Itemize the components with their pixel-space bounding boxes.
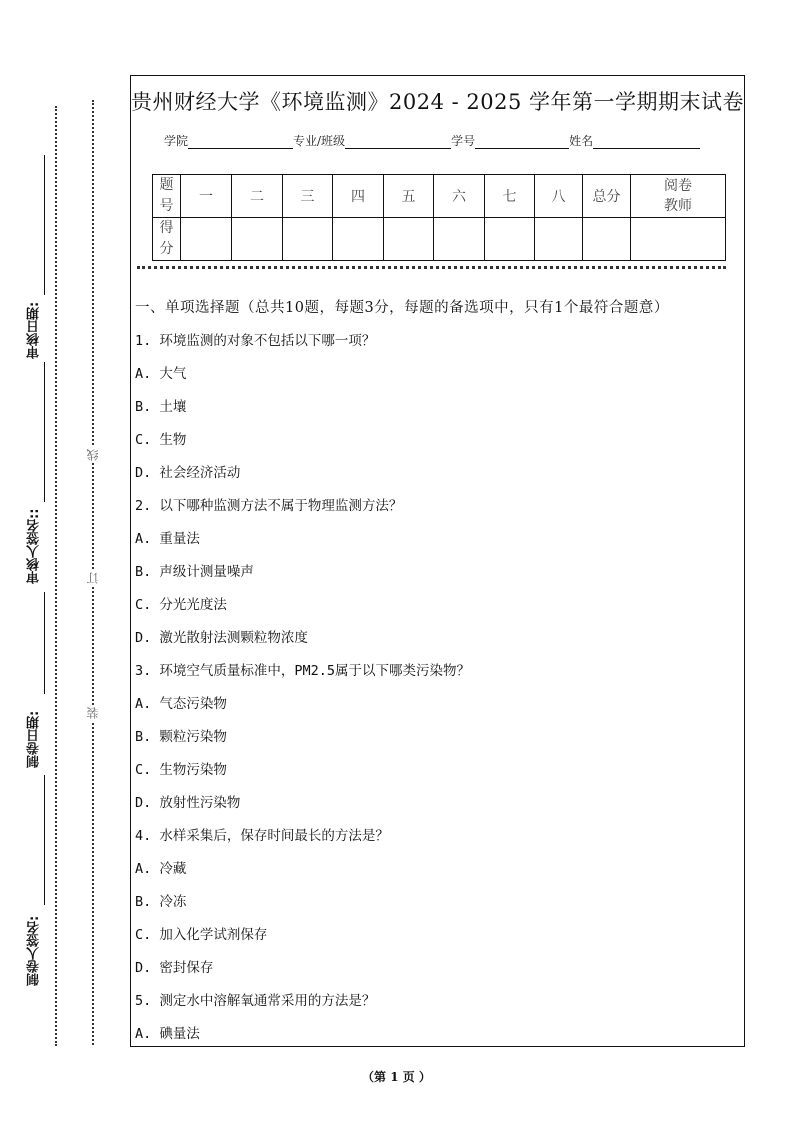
col-header-4: 四 (333, 175, 384, 218)
section-heading: 一、单项选择题（总共10题，每题3分，每题的备选项中，只有1个最符合题意） (135, 300, 669, 316)
reviewer-signature-label: 审核人签名:: (27, 508, 42, 584)
option: A. 重量法 (135, 531, 200, 547)
college-field[interactable] (188, 134, 293, 149)
col-header-total: 总分 (583, 175, 631, 218)
option: D. 密封保存 (135, 960, 214, 976)
exam-page-frame (130, 75, 745, 1047)
name-label: 姓名 (569, 134, 594, 148)
score-cell-6[interactable] (434, 218, 485, 261)
paper-date-label: 制卷日期: (27, 710, 42, 768)
major-class-field[interactable] (345, 134, 451, 149)
cut-mark-bind: 订 (86, 572, 100, 584)
question-stem: 4. 水样采集后，保存时间最长的方法是？ (135, 828, 389, 844)
student-id-label: 学号 (451, 134, 476, 148)
option: A. 气态污染物 (135, 696, 227, 712)
option: B. 土壤 (135, 399, 187, 415)
score-table-header-row (153, 175, 726, 218)
score-table-score-row (153, 218, 726, 261)
score-cell-5[interactable] (384, 218, 434, 261)
option: C. 生物污染物 (135, 762, 227, 778)
col-header-2: 二 (232, 175, 283, 218)
score-cell-7[interactable] (485, 218, 535, 261)
student-id-field[interactable] (475, 134, 569, 149)
score-cell-total[interactable] (583, 218, 631, 261)
score-cell-8[interactable] (535, 218, 583, 261)
cut-mark-line: 线 (86, 449, 100, 461)
score-table (152, 174, 726, 261)
college-label: 学院 (164, 134, 189, 148)
paper-date-line (44, 775, 45, 905)
question-stem: 2. 以下哪种监测方法不属于物理监测方法？ (135, 498, 403, 514)
grader-cell[interactable] (631, 218, 726, 261)
binding-margin (0, 0, 130, 1122)
name-field[interactable] (593, 134, 700, 149)
grader-header: 阅卷 教师 (631, 175, 726, 218)
option: C. 加入化学试剂保存 (135, 927, 268, 943)
option: B. 声级计测量噪声 (135, 564, 254, 580)
option: A. 碘量法 (135, 1026, 200, 1042)
col-header-7: 七 (485, 175, 535, 218)
option: D. 放射性污染物 (135, 795, 241, 811)
col-header-8: 八 (535, 175, 583, 218)
question-stem: 3. 环境空气质量标准中，PM2.5属于以下哪类污染物？ (135, 663, 471, 679)
question-stem: 1. 环境监测的对象不包括以下哪一项？ (135, 333, 376, 349)
page-number: （第 1 页 ） (362, 1070, 431, 1084)
exam-title: 贵州财经大学《环境监测》2024 - 2025 学年第一学期期末试卷 (131, 90, 745, 114)
binding-dotted-line-inner (55, 106, 57, 1046)
reviewer-signature-line-lower (44, 592, 45, 694)
score-cell-1[interactable] (181, 218, 232, 261)
score-cell-4[interactable] (333, 218, 384, 261)
question-stem: 5. 测定水中溶解氧通常采用的方法是？ (135, 993, 376, 1009)
review-date-label: 审核日期: (27, 301, 42, 359)
option: D. 激光散射法测颗粒物浓度 (135, 630, 308, 646)
col-header-1: 一 (181, 175, 232, 218)
option: A. 冷藏 (135, 861, 187, 877)
score-cell-2[interactable] (232, 218, 283, 261)
review-date-line (44, 155, 45, 295)
option: C. 生物 (135, 432, 187, 448)
student-info-row (164, 132, 700, 149)
major-class-label: 专业/班级 (293, 134, 346, 148)
score-cell-3[interactable] (283, 218, 333, 261)
exam-content (135, 292, 734, 1051)
preparer-signature-label: 制卷人签名: (27, 915, 42, 987)
score-row-header: 得 分 (153, 218, 181, 261)
col-header-5: 五 (384, 175, 434, 218)
option: D. 社会经济活动 (135, 465, 241, 481)
question-number-header: 题 号 (153, 175, 181, 218)
option: B. 冷冻 (135, 894, 187, 910)
cut-mark-fold: 装 (86, 707, 100, 719)
option: C. 分光光度法 (135, 597, 227, 613)
option: A. 大气 (135, 366, 187, 382)
col-header-6: 六 (434, 175, 485, 218)
reviewer-signature-line (44, 362, 45, 502)
col-header-3: 三 (283, 175, 333, 218)
section-separator-dotted (137, 266, 726, 269)
option: B. 颗粒污染物 (135, 729, 227, 745)
